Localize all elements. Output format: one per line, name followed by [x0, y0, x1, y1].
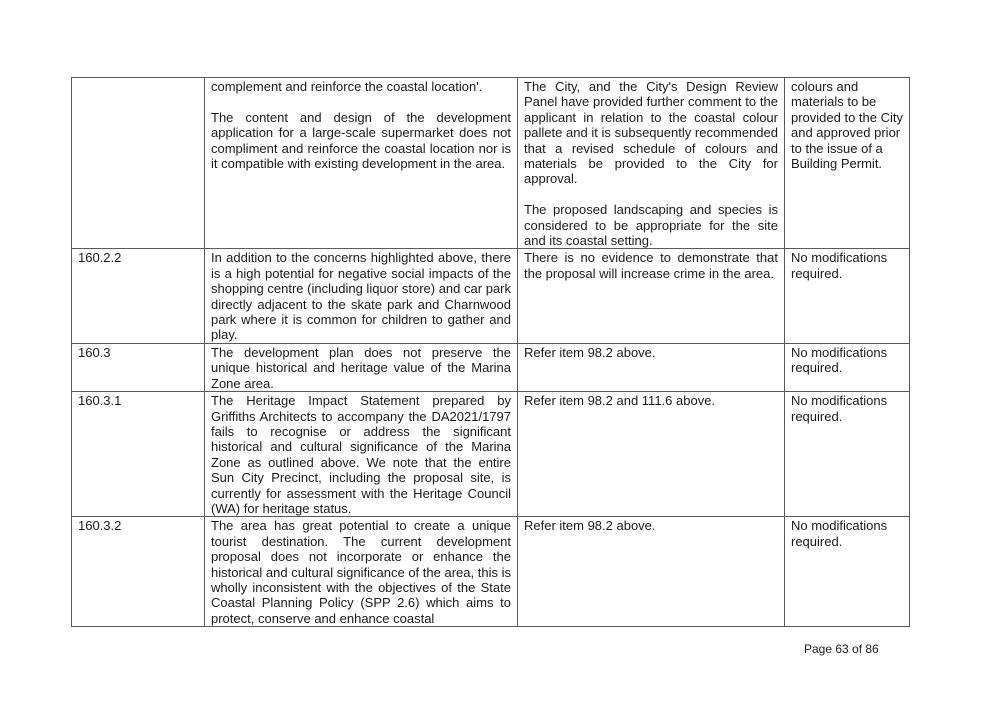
submission-cell — [205, 78, 518, 249]
table-row — [72, 517, 910, 627]
response-cell — [518, 249, 785, 343]
submissions-table — [71, 77, 910, 627]
submission-text: The content and design of the development application for a large-scale supermarket does not compliment and reinforce the coastal location nor is it compatible with existing development in the area. — [211, 109, 511, 172]
submission-text: In addition to the concerns highlighted above, there is a high potential for negative social impacts of the shopping centre (including liquor store) and car park directly adjacent to the skate park and Charnwood park where it is common for children to gather and play. — [211, 250, 511, 343]
ref-cell: 160.3.1 — [72, 392, 205, 517]
submission-text: The area has great potential to create a unique tourist destination. The current development proposal does not incorporate or enhance the historical and cultural significance of the area, this is wholly inconsistent with the objectives of the State Coastal Planning Policy (SPP 2.6) which aims to protect, conserve and enhance coastal — [211, 518, 511, 626]
ref-cell: 160.3.2 — [72, 517, 205, 627]
ref-cell: 160.3 — [72, 343, 205, 391]
response-text: Refer item 98.2 and 111.6 above. — [524, 393, 716, 409]
submission-text: The development plan does not preserve the unique historical and heritage value of the Marina Zone area. — [211, 344, 511, 391]
submission-cell — [205, 343, 518, 391]
response-cell — [518, 517, 785, 627]
response-text: Refer item 98.2 above. — [524, 344, 656, 360]
submission-cell — [205, 392, 518, 517]
table-row — [72, 343, 910, 391]
response-cell — [518, 343, 785, 391]
table-row — [72, 78, 910, 249]
response-text: There is no evidence to demonstrate that the proposal will increase crime in the area. — [524, 250, 778, 281]
response-text: The proposed landscaping and species is considered to be appropriate for the site and its coastal setting. — [524, 202, 778, 249]
modification-cell: colours and materials to be provided to the City and approved prior to the issue of a Building Permit. — [785, 78, 910, 249]
modification-cell: No modifications required. — [785, 249, 910, 343]
submission-text: complement and reinforce the coastal location'. — [211, 79, 483, 94]
table-row — [72, 392, 910, 517]
ref-cell — [72, 78, 205, 249]
response-cell — [518, 78, 785, 249]
submission-text: The Heritage Impact Statement prepared by Griffiths Architects to accompany the DA2021/1797 fails to recognise or address the significant historical and cultural significance of the Marina Zone as outlined above. We note that the entire Sun City Precinct, including the proposal site, is currently for assessment with the Heritage Council (WA) for heritage status. — [211, 393, 511, 516]
response-text: Refer item 98.2 above. — [524, 518, 656, 534]
submission-cell — [205, 517, 518, 627]
table-row — [72, 249, 910, 343]
modification-cell: No modifications required. — [785, 517, 910, 627]
modification-cell: No modifications required. — [785, 392, 910, 517]
response-text: The City, and the City's Design Review Panel have provided further comment to the applicant in relation to the coastal colour pallete and it is subsequently recommended that a revised schedule of colours and materials be provided to the City for approval. — [524, 79, 778, 187]
submission-cell — [205, 249, 518, 343]
page-number: Page 63 of 86 — [804, 642, 879, 656]
ref-cell: 160.2.2 — [72, 249, 205, 343]
modification-cell: No modifications required. — [785, 343, 910, 391]
response-cell — [518, 392, 785, 517]
